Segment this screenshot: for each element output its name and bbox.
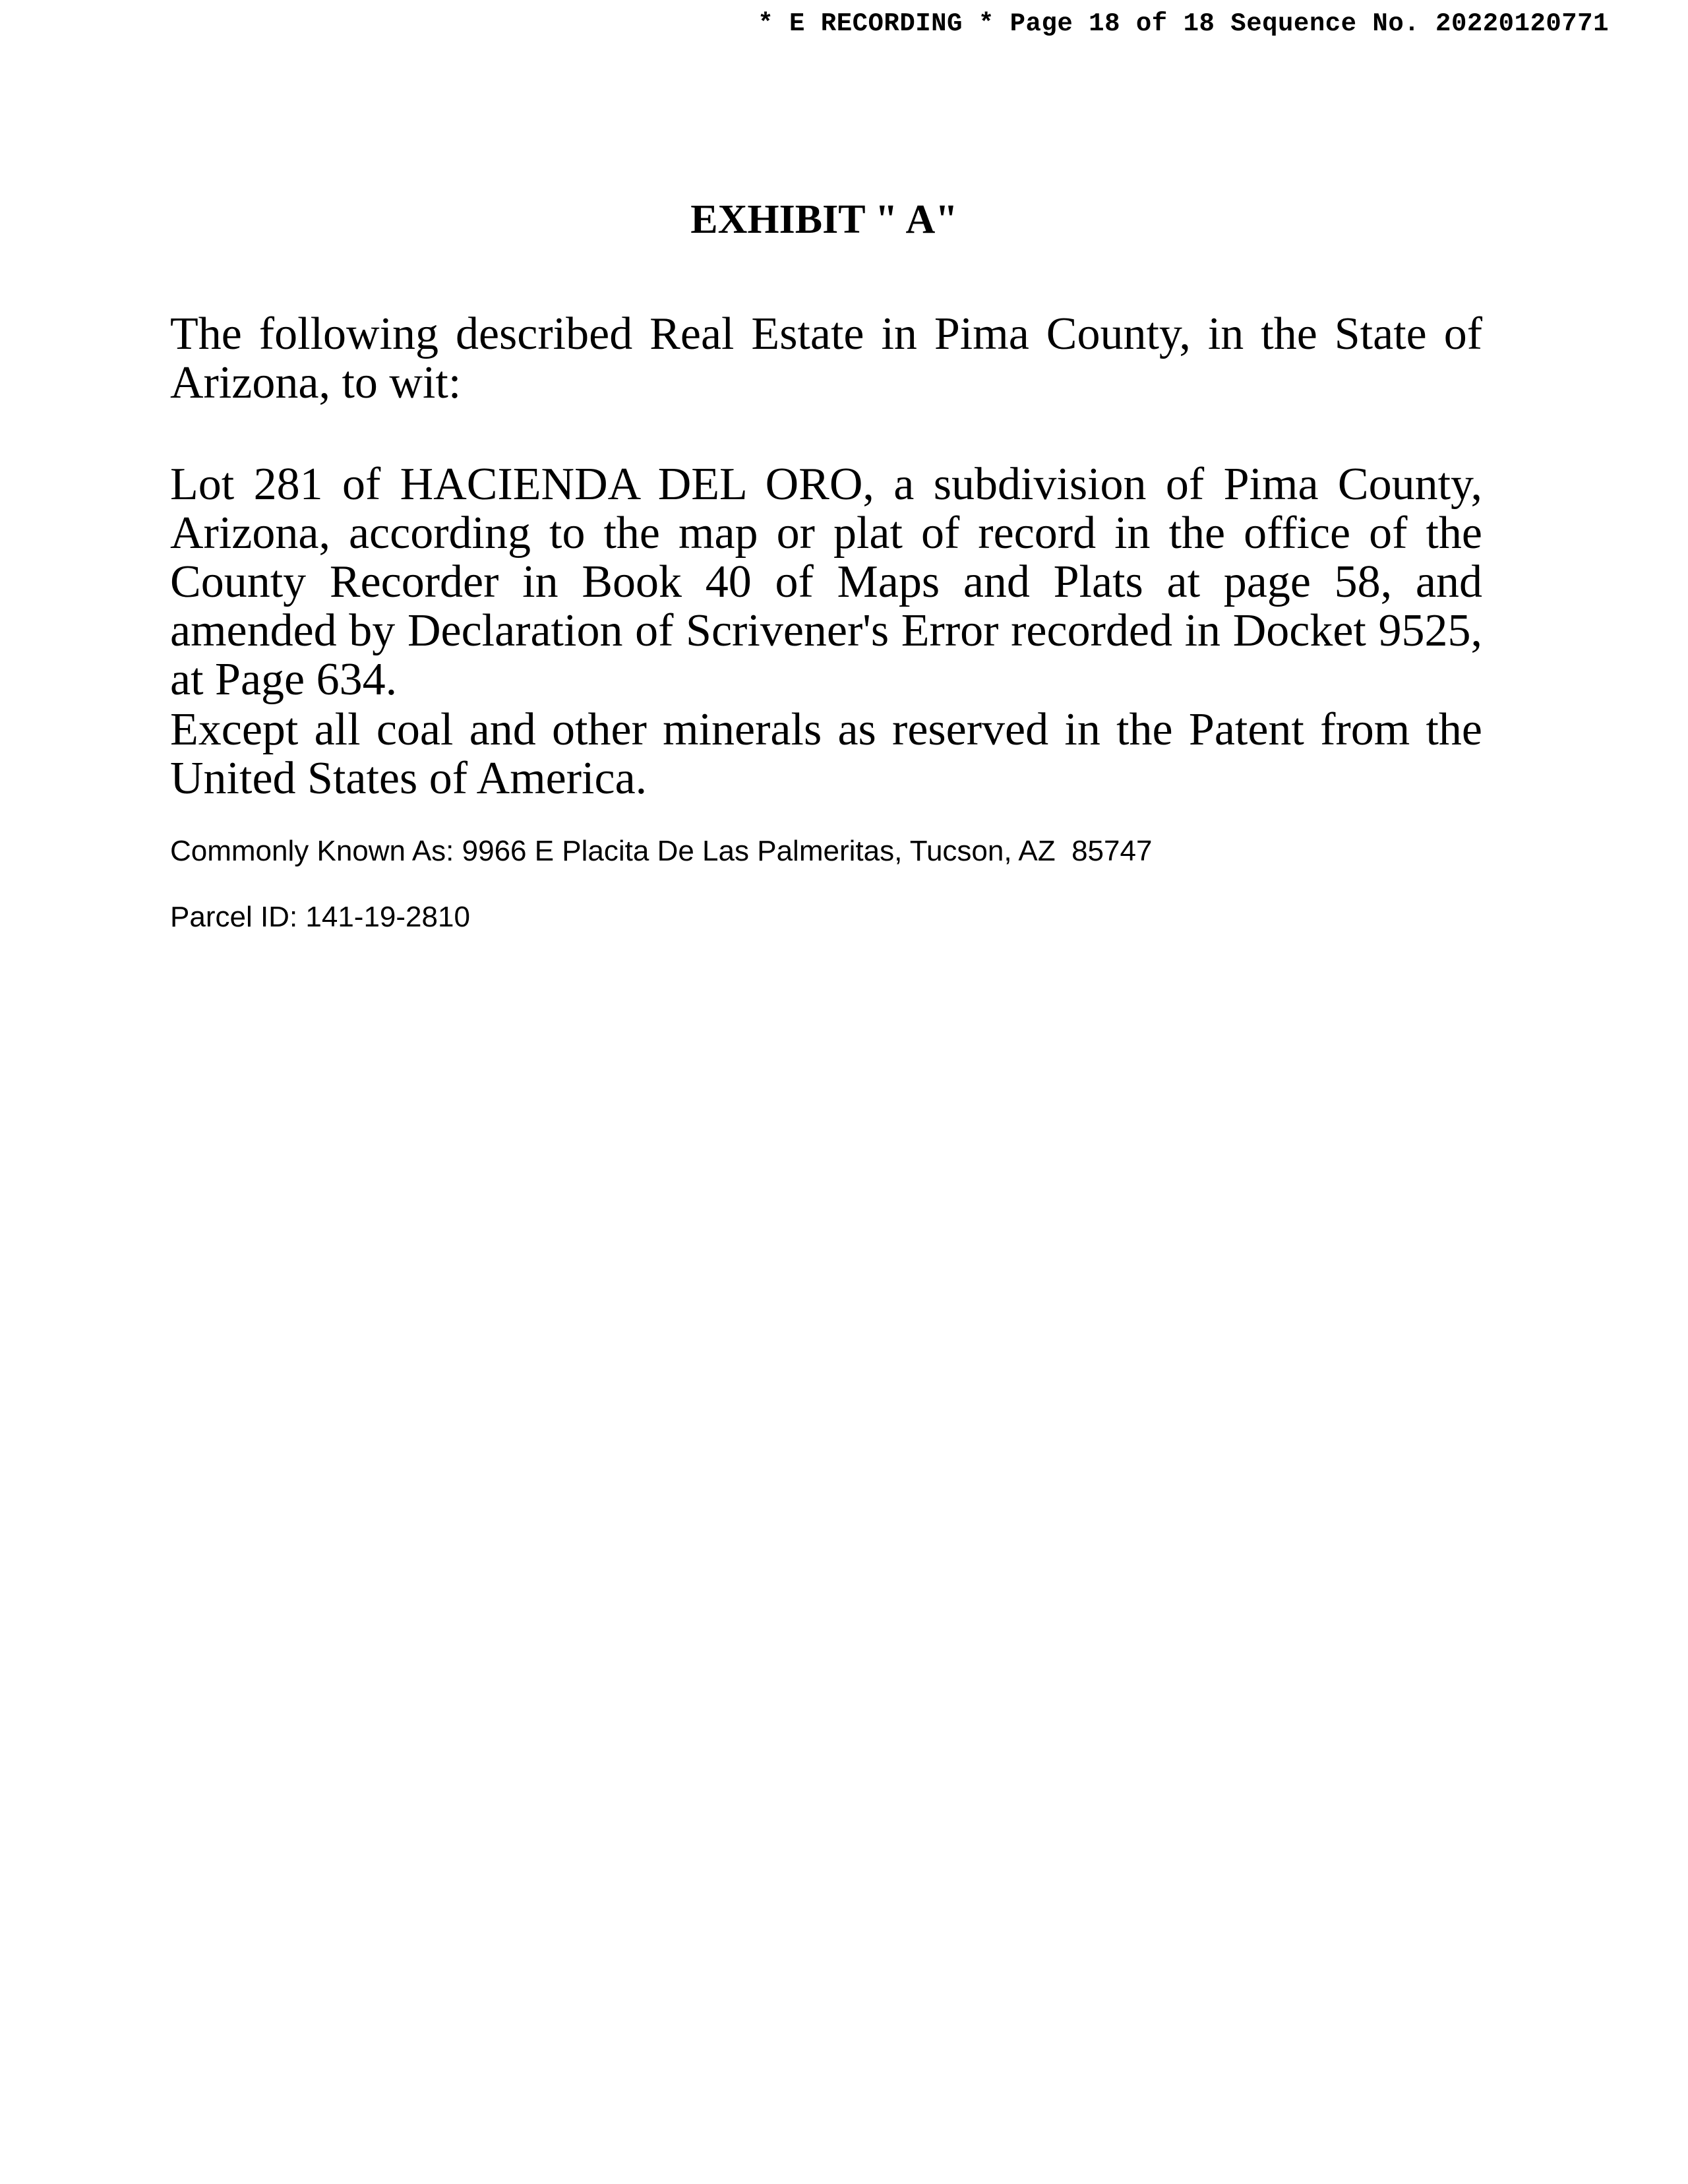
commonly-known-as: Commonly Known As: 9966 E Placita De Las Palmeritas, Tucson, AZ 85747 bbox=[170, 835, 1153, 867]
mineral-exception-paragraph: Except all coal and other minerals as reserved in the Patent from the United States of America. bbox=[170, 704, 1482, 804]
recording-stamp: * E RECORDING * Page 18 of 18 Sequence No. 20220120771 bbox=[758, 9, 1609, 38]
legal-description-paragraph: Lot 281 of HACIENDA DEL ORO, a subdivision of Pima County, Arizona, according to the map or plat of record in the office of the County Recorder in Book 40 of Maps and Plats at page 58, and amended by Declaration of Scrivener's Error recorded in Docket 9525, at Page 634. bbox=[170, 459, 1482, 705]
property-intro-paragraph: The following described Real Estate in Pima County, in the State of Arizona, to wit: bbox=[170, 309, 1482, 408]
exhibit-title: EXHIBIT " A" bbox=[690, 197, 958, 242]
parcel-id: Parcel ID: 141-19-2810 bbox=[170, 901, 470, 933]
